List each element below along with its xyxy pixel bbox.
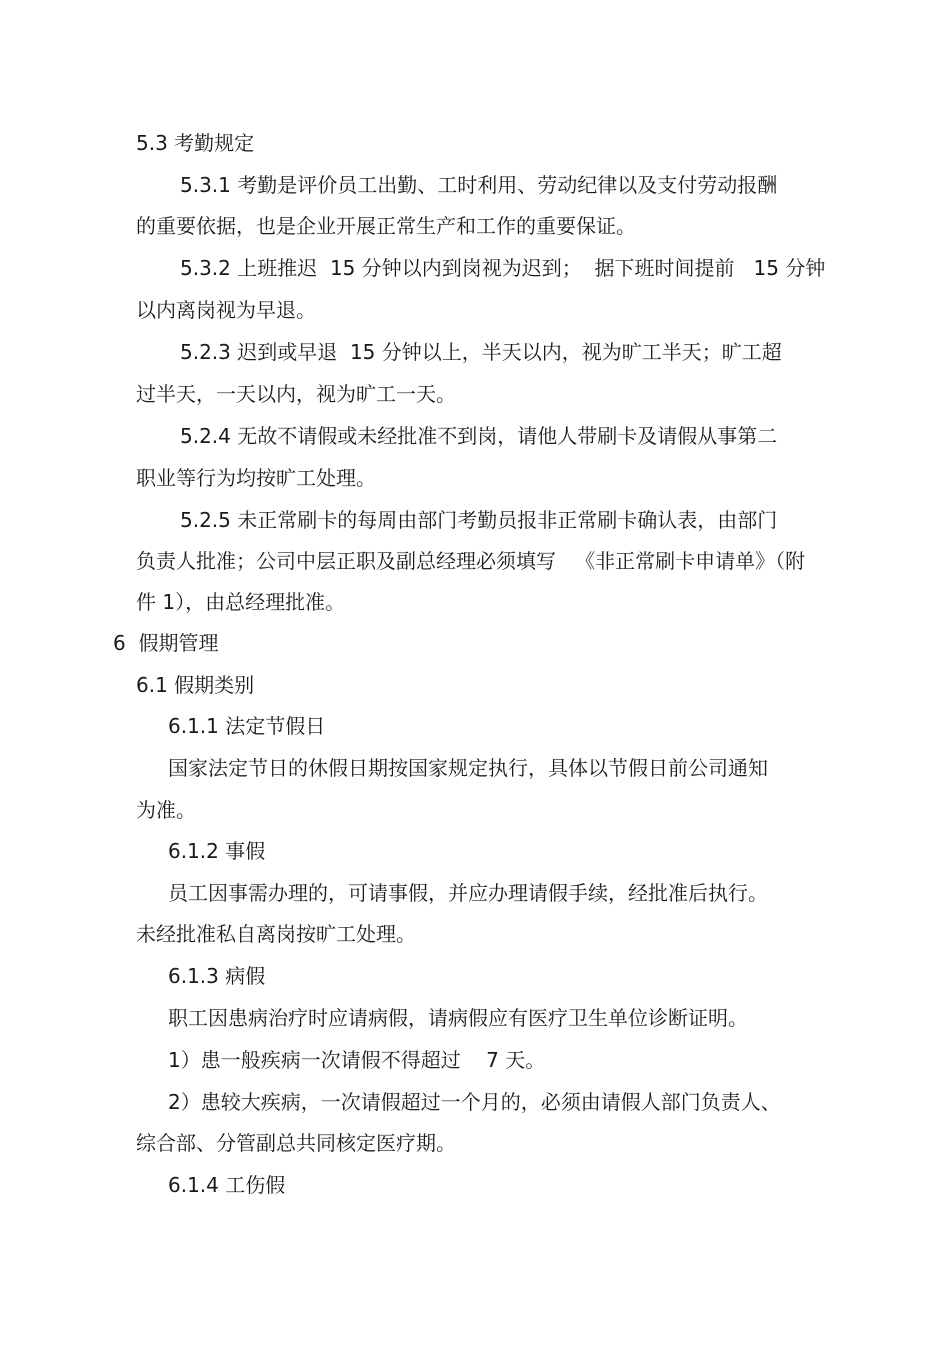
section-heading: 5.3 考勤规定 bbox=[136, 131, 255, 155]
subsection-heading: 6.1.3 病假 bbox=[168, 964, 266, 988]
paragraph-line: 5.2.3 迟到或早退 15 分钟以上，半天以内，视为旷工半天；旷工超 bbox=[180, 340, 782, 364]
section-heading: 6.1 假期类别 bbox=[136, 673, 255, 697]
paragraph-line: 负责人批准；公司中层正职及副总经理必须填写 《非正常刷卡申请单》（附 bbox=[136, 549, 806, 573]
paragraph-line: 职业等行为均按旷工处理。 bbox=[136, 466, 376, 490]
subsection-heading: 6.1.1 法定节假日 bbox=[168, 714, 326, 738]
paragraph-line: 职工因患病治疗时应请病假，请病假应有医疗卫生单位诊断证明。 bbox=[168, 1006, 748, 1030]
list-item: 2）患较大疾病，一次请假超过一个月的，必须由请假人部门负责人、 bbox=[168, 1090, 781, 1114]
paragraph-line: 未经批准私自离岗按旷工处理。 bbox=[136, 922, 416, 946]
paragraph-line: 为准。 bbox=[136, 798, 196, 822]
paragraph-line: 件 1），由总经理批准。 bbox=[136, 590, 346, 614]
paragraph-line: 5.2.4 无故不请假或未经批准不到岗，请他人带刷卡及请假从事第二 bbox=[180, 424, 778, 448]
paragraph-line: 员工因事需办理的，可请事假，并应办理请假手续，经批准后执行。 bbox=[168, 881, 768, 905]
chapter-heading: 6 假期管理 bbox=[113, 631, 219, 655]
paragraph-line: 5.3.2 上班推迟 15 分钟以内到岗视为迟到； 据下班时间提前 15 分钟 bbox=[180, 256, 826, 280]
paragraph-line: 国家法定节日的休假日期按国家规定执行，具体以节假日前公司通知 bbox=[168, 756, 768, 780]
paragraph-line: 5.3.1 考勤是评价员工出勤、工时利用、劳动纪律以及支付劳动报酬 bbox=[180, 173, 778, 197]
paragraph-line: 综合部、分管副总共同核定医疗期。 bbox=[136, 1131, 456, 1155]
paragraph-line: 的重要依据，也是企业开展正常生产和工作的重要保证。 bbox=[136, 214, 636, 238]
subsection-heading: 6.1.4 工伤假 bbox=[168, 1173, 286, 1197]
paragraph-line: 以内离岗视为早退。 bbox=[136, 298, 316, 322]
paragraph-line: 5.2.5 未正常刷卡的每周由部门考勤员报非正常刷卡确认表，由部门 bbox=[180, 508, 778, 532]
subsection-heading: 6.1.2 事假 bbox=[168, 839, 266, 863]
paragraph-line: 过半天，一天以内，视为旷工一天。 bbox=[136, 382, 456, 406]
list-item: 1）患一般疾病一次请假不得超过 7 天。 bbox=[168, 1048, 546, 1072]
